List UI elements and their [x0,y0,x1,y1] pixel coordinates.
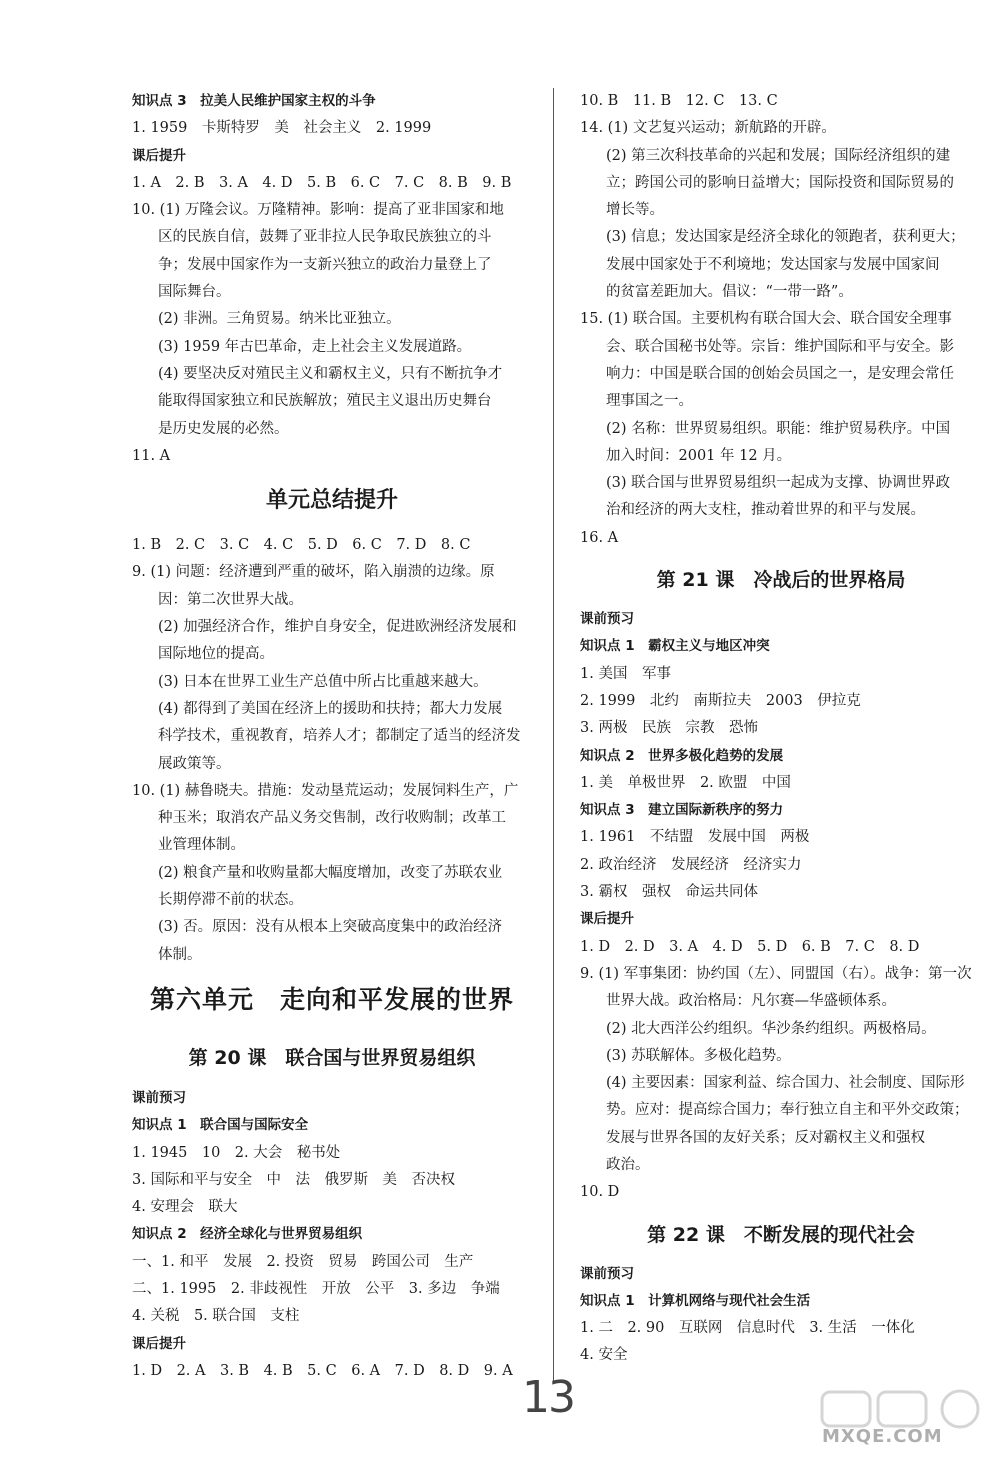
answer-line: 10. (1) 赫鲁晓夫。措施：发动垦荒运动；发展饲料生产，广 [132,782,519,799]
answer-line: 加入时间：2001 年 12 月。 [606,447,792,464]
answer-line: 长期停滞不前的状态。 [158,892,303,909]
answer-line: (3) 信息；发达国家是经济全球化的领跑者，获利更大； [606,229,965,246]
watermark-text: MXQE.COM [822,1426,943,1447]
lesson-20-title: 第 20 课 联合国与世界贸易组织 [188,1046,476,1069]
answer-line: 9. (1) 军事集团：协约国（左）、同盟国（右）。战争：第一次 [580,965,972,982]
answer-line: 区的民族自信，鼓舞了亚非拉人民争取民族独立的斗 [158,229,492,246]
answer-line: (3) 联合国与世界贸易组织一起成为支撑、协调世界政 [606,475,951,492]
answer-line: 9. (1) 问题：经济遭到严重的破坏，陷入崩溃的边缘。原 [132,564,495,581]
answer-line: 的贫富差距加大。倡议：“一带一路”。 [606,284,853,301]
answer-line: 1. 二 2. 90 互联网 信息时代 3. 生活 一体化 [580,1320,915,1337]
section-heading: 课前预习 [580,1265,634,1282]
answer-line: 响力：中国是联合国的创始会员国之一，是安理会常任 [606,365,954,382]
answer-line: 15. (1) 联合国。主要机构有联合国大会、联合国安全理事 [580,311,952,328]
answer-line: 一、1. 和平 发展 2. 投资 贸易 跨国公司 生产 [132,1253,474,1270]
answer-line: 10. B 11. B 12. C 13. C [580,93,778,109]
answer-line: 3. 霸权 强权 命运共同体 [580,884,758,901]
answer-line: 种玉米；取消农产品义务交售制，改行收购制；改革工 [158,810,506,827]
answer-line: 3. 国际和平与安全 中 法 俄罗斯 美 否决权 [132,1171,455,1188]
answer-line: 争；发展中国家作为一支新兴独立的政治力量登上了 [158,256,492,273]
answer-line: 3. 两极 民族 宗教 恐怖 [580,720,758,737]
answer-line: (2) 粮食产量和收购量都大幅度增加，改变了苏联农业 [158,864,503,881]
knowledge-point-heading: 知识点 3 建立国际新秩序的努力 [580,802,784,819]
answer-line: 因：第二次世界大战。 [158,591,303,608]
answer-line: 11. A [132,447,171,464]
section-heading: 课前预习 [580,611,634,628]
answer-line: 展政策等。 [158,755,231,772]
section-heading: 课后提升 [132,147,186,164]
answer-line: 2. 政治经济 发展经济 经济实力 [580,856,802,873]
answer-line: 1. 美国 军事 [580,665,671,682]
knowledge-point-heading: 知识点 3 拉美人民维护国家主权的斗争 [132,93,376,109]
section-heading: 课后提升 [580,911,634,928]
handwritten-page-number: 13 [522,1372,574,1423]
section-heading: 课后提升 [132,1335,186,1352]
answer-line: 政治。 [606,1156,650,1173]
answer-line: 16. A [580,529,619,546]
unit-six-title: 第六单元 走向和平发展的世界 [149,984,514,1014]
answer-line: 1. A 2. B 3. A 4. D 5. B 6. C 7. C 8. B 9. B [132,174,512,191]
answer-line: 立；跨国公司的影响日益增大；国际投资和国际贸易的 [606,174,954,191]
section-heading: 课前预习 [132,1089,186,1106]
answer-line: 国际地位的提高。 [158,646,274,663]
answer-line: 是历史发展的必然。 [158,420,289,437]
lesson-21-title: 第 21 课 冷战后的世界格局 [656,569,906,592]
answer-line: 10. D [580,1184,620,1201]
answer-line: 世界大战。政治格局：凡尔赛—华盛顿体系。 [606,993,896,1010]
answer-line: 1. 1959 卡斯特罗 美 社会主义 2. 1999 [132,120,432,137]
answer-line: 4. 安理会 联大 [132,1199,238,1216]
answer-line: 10. (1) 万隆会议。万隆精神。影响：提高了亚非国家和地 [132,202,504,219]
knowledge-point-heading: 知识点 1 联合国与国际安全 [132,1117,309,1134]
answer-line: 4. 关税 5. 联合国 支柱 [132,1308,300,1325]
answer-line: (2) 第三次科技革命的兴起和发展；国际经济组织的建 [606,147,951,164]
answer-line: 二、1. 1995 2. 非歧视性 开放 公平 3. 多边 争端 [132,1280,500,1297]
knowledge-point-heading: 知识点 1 计算机网络与现代社会生活 [580,1292,811,1309]
answer-line: 体制。 [158,946,202,963]
answer-line: (2) 北大西洋公约组织。华沙条约组织。两极格局。 [606,1020,936,1037]
answer-line: 1. 美 单极世界 2. 欧盟 中国 [580,774,791,791]
answer-line: 4. 安全 [580,1347,628,1364]
knowledge-point-heading: 知识点 2 世界多极化趋势的发展 [580,747,784,764]
answer-line: 1. B 2. C 3. C 4. C 5. D 6. C 7. D 8. C [132,537,471,554]
answer-line: (4) 主要因素：国家利益、综合国力、社会制度、国际形 [606,1075,965,1092]
answer-line: (2) 名称：世界贸易组织。职能：维护贸易秩序。中国 [606,420,951,437]
answer-line: (3) 苏联解体。多极化趋势。 [606,1047,791,1064]
left-column [132,88,532,1385]
answer-line: 发展中国家处于不利境地；发达国家与发展中国家间 [606,256,940,273]
answer-line: 14. (1) 文艺复兴运动；新航路的开辟。 [580,120,836,137]
answer-line: 1. D 2. A 3. B 4. B 5. C 6. A 7. D 8. D 9. A [132,1362,513,1379]
lesson-22-title: 第 22 课 不断发展的现代社会 [647,1223,915,1246]
answer-line: 发展与世界各国的友好关系；反对霸权主义和强权 [606,1129,925,1146]
answer-line: 增长等。 [606,202,664,219]
answer-line: 势。应对：提高综合国力；奉行独立自主和平外交政策； [606,1102,969,1119]
answer-line: (3) 否。原因：没有从根本上突破高度集中的政治经济 [158,919,503,936]
answer-line: 1. D 2. D 3. A 4. D 5. D 6. B 7. C 8. D [580,938,920,955]
answer-line: 1. 1945 10 2. 大会 秘书处 [132,1144,341,1161]
answer-line: 能取得国家独立和民族解放；殖民主义退出历史舞台 [158,393,492,410]
answer-line: (2) 加强经济合作，维护自身安全，促进欧洲经济发展和 [158,619,517,636]
column-divider [553,88,554,1383]
answer-line: 国际舞台。 [158,284,231,301]
answer-line: (3) 日本在世界工业生产总值中所占比重越来越大。 [158,673,488,690]
answer-line: 科学技术，重视教育，培养人才；都制定了适当的经济发 [158,728,521,745]
answer-line: (2) 非洲。三角贸易。纳米比亚独立。 [158,311,401,328]
right-column [580,88,982,1370]
knowledge-point-heading: 知识点 1 霸权主义与地区冲突 [580,638,770,655]
answer-line: 理事国之一。 [606,393,693,410]
answer-line: 2. 1999 北约 南斯拉夫 2003 伊拉克 [580,692,861,709]
answer-line: 会、联合国秘书处等。宗旨：维护国际和平与安全。影 [606,338,954,355]
answer-line: 1. 1961 不结盟 发展中国 两极 [580,829,810,846]
answer-line: (4) 要坚决反对殖民主义和霸权主义，只有不断抗争才 [158,365,503,382]
unit-summary-title: 单元总结提升 [265,488,398,514]
knowledge-point-heading: 知识点 2 经济全球化与世界贸易组织 [132,1226,363,1243]
answer-line: (3) 1959 年古巴革命，走上社会主义发展道路。 [158,338,472,355]
answer-line: 治和经济的两大支柱，推动着世界的和平与发展。 [606,502,925,519]
answer-line: 业管理体制。 [158,837,245,854]
answer-line: (4) 都得到了美国在经济上的援助和扶持；都大力发展 [158,700,503,717]
